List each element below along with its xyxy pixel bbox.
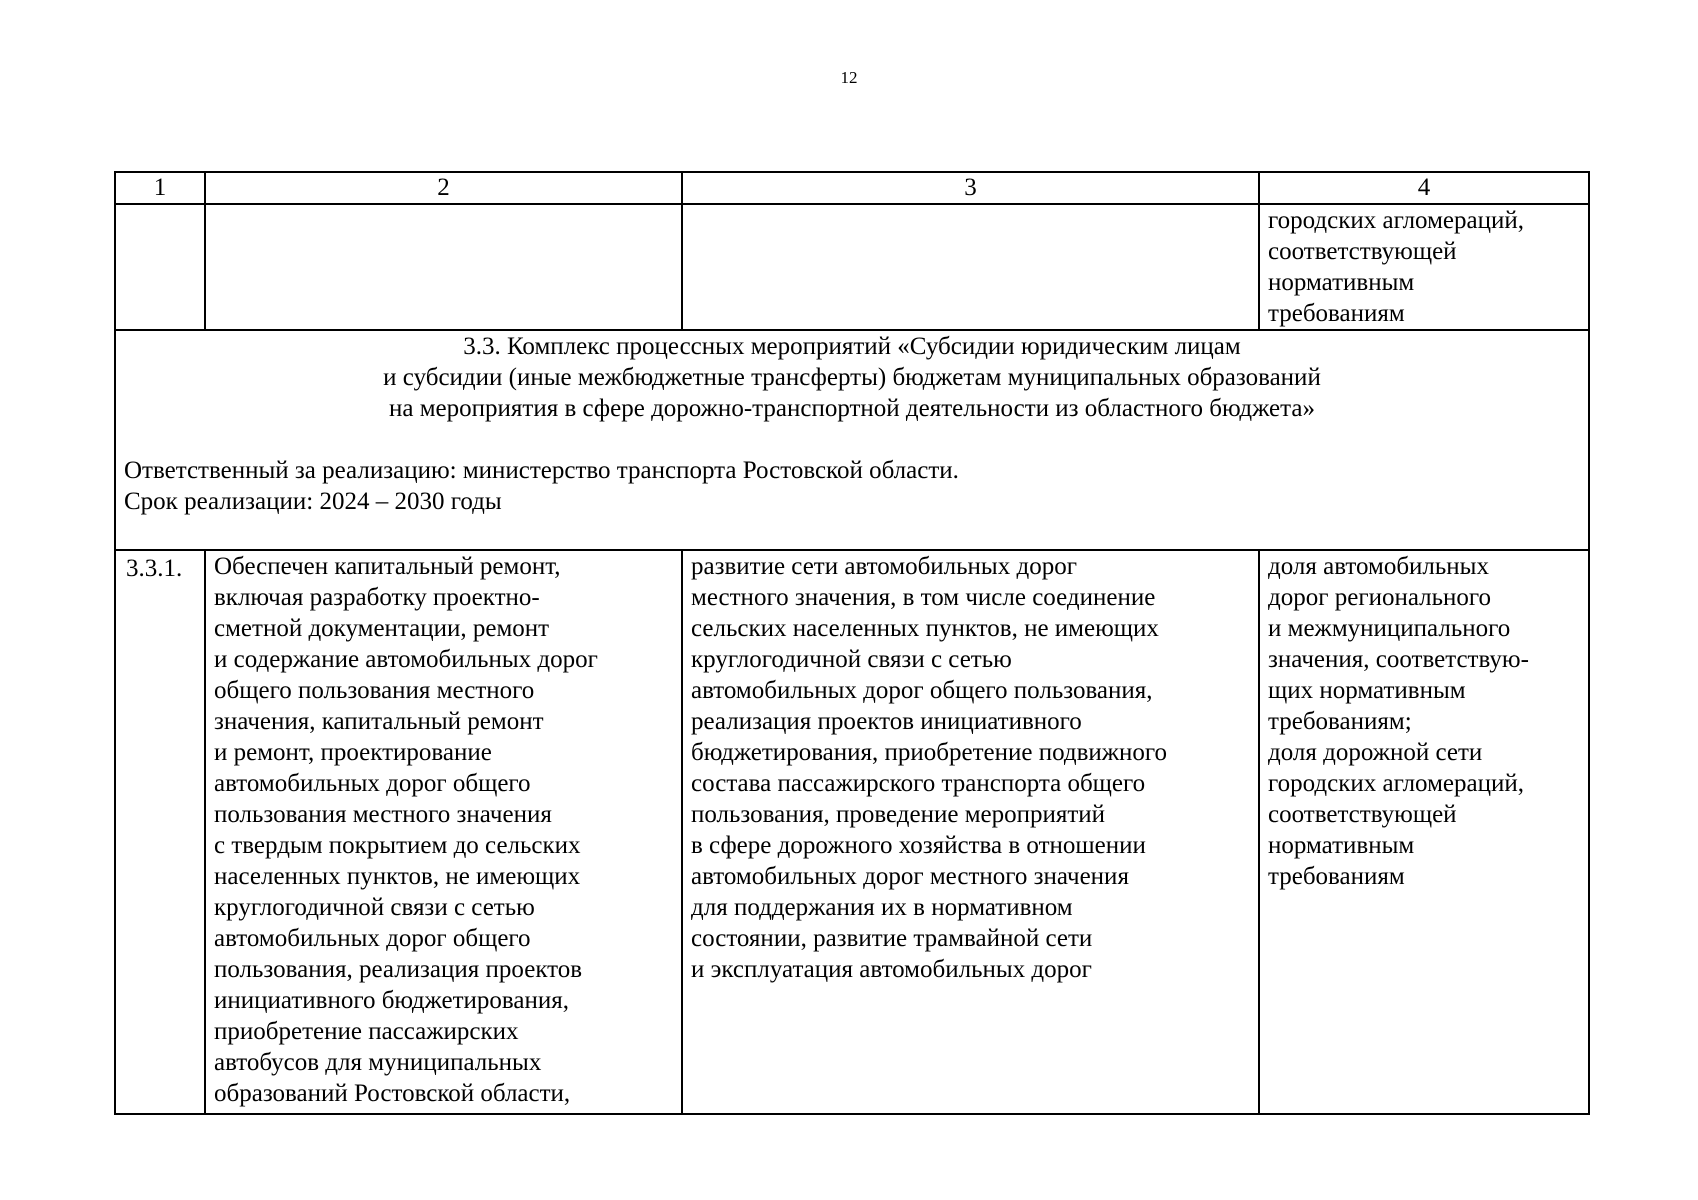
section-title-line: на мероприятия в сфере дорожно-транспортной деятельности из областного бюджета» xyxy=(389,395,1315,422)
section-responsible: Ответственный за реализацию: министерство транспорта Ростовской области. xyxy=(124,457,959,484)
continuation-cell-3 xyxy=(682,204,1259,330)
column-number-3: 3 xyxy=(682,172,1259,204)
column-number-4: 4 xyxy=(1259,172,1589,204)
row-description: развитие сети автомобильных дорог местного значения, в том числе соединение сельских населенных пунктов, не имеющих круглогодичной связи с сетью автомобильных дорог общего пользования, реализация проектов инициативного бюджетирования, приобретение подвижного состава пассажирского транспорта общего пользования, проведение мероприятий в сфере дорожного хозяйства в отношении автомобильных дорог местного значения для поддержания их в нормативном состоянии, развитие трамвайной сети и эксплуатация автомобильных дорог xyxy=(682,550,1259,1114)
continuation-row xyxy=(115,204,1589,330)
column-number-1: 1 xyxy=(115,172,205,204)
measures-table xyxy=(114,171,1590,1115)
column-number-row xyxy=(115,172,1589,204)
row-number: 3.3.1. xyxy=(115,550,205,1114)
section-title-line: 3.3. Комплекс процессных мероприятий «Субсидии юридическим лицам xyxy=(463,333,1241,360)
continuation-cell-2 xyxy=(205,204,682,330)
page-number: 12 xyxy=(840,68,858,87)
continuation-indicator-text: городских агломераций, соответствующей нормативным требованиям xyxy=(1268,207,1524,327)
section-period: Срок реализации: 2024 – 2030 годы xyxy=(124,488,502,515)
continuation-cell-1 xyxy=(115,204,205,330)
section-meta xyxy=(124,455,1580,517)
section-header-row xyxy=(115,330,1589,550)
row-indicators: доля автомобильных дорог регионального и межмуниципального значения, соответствую- щих нормативным требованиям; доля дорожной сети городских агломераций, соответствующей нормативным требованиям xyxy=(1259,550,1589,1114)
row-task: Обеспечен капитальный ремонт, включая разработку проектно- сметной документации, ремонт и содержание автомобильных дорог общего пользования местного значения, капитальный ремонт и ремонт, проектирование автомобильных дорог общего пользования местного значения с твердым покрытием до сельских населенных пунктов, не имеющих круглогодичной связи с сетью автомобильных дорог общего пользования, реализация проектов инициативного бюджетирования, приобретение пассажирских автобусов для муниципальных образований Ростовской области, xyxy=(205,550,682,1114)
column-number-2: 2 xyxy=(205,172,682,204)
continuation-cell-4 xyxy=(1259,204,1589,330)
section-header-cell xyxy=(115,330,1589,550)
table-row xyxy=(115,550,1589,1114)
section-title xyxy=(124,331,1580,424)
section-title-line: и субсидии (иные межбюджетные трансферты) бюджетам муниципальных образований xyxy=(383,364,1321,391)
